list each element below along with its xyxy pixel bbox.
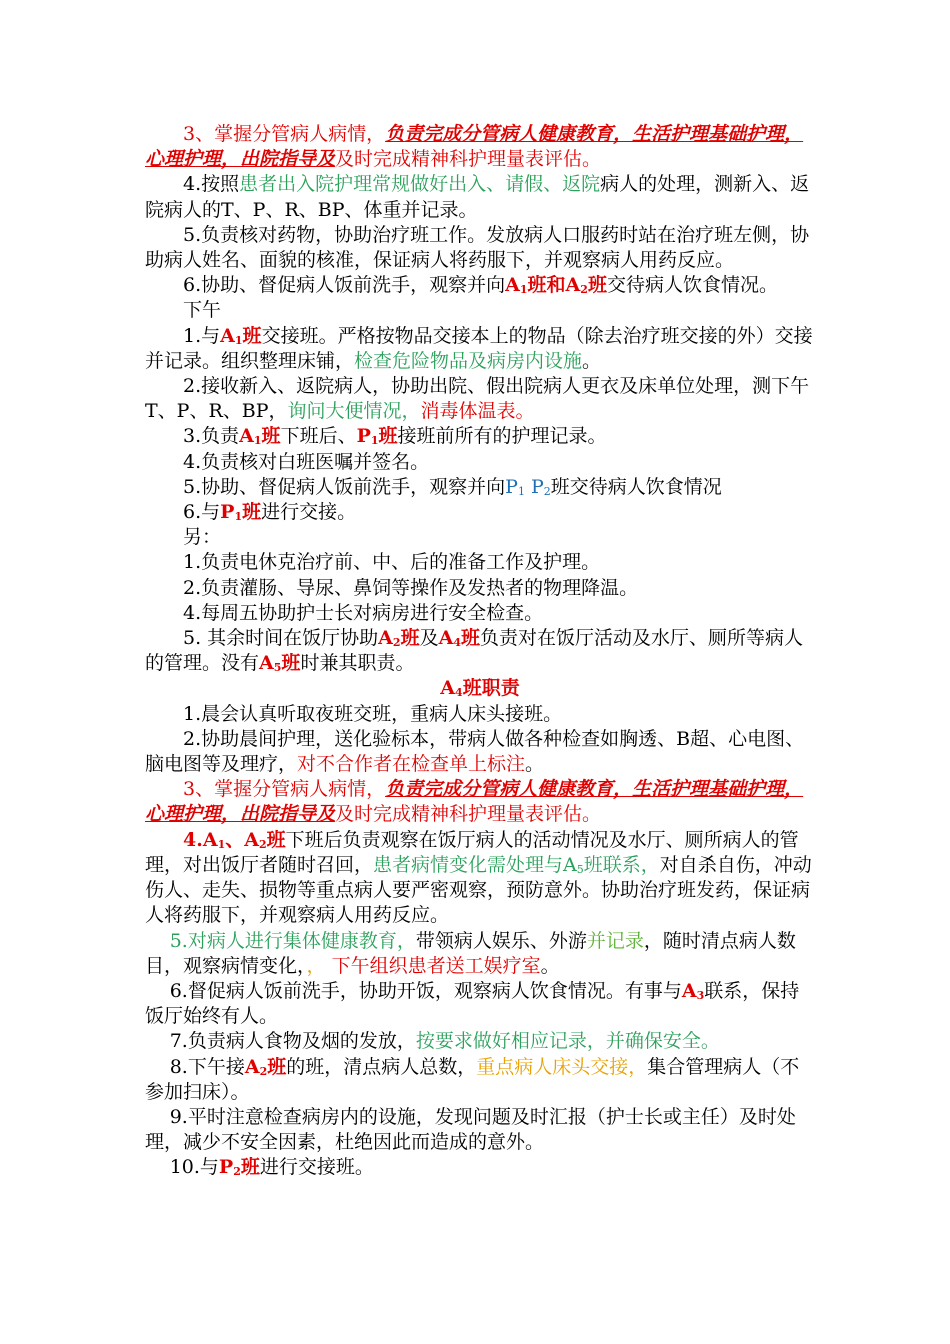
pm-6: 6.与$P_1$班进行交接。: [183, 501, 357, 524]
item-6-a1: $A_1$班和$A_2$班: [505, 274, 607, 297]
other-4: 4.每周五协助护士长对病房进行安全检查。: [183, 601, 544, 624]
item-3-rest: 及时完成精神科护理量表评估。: [335, 148, 602, 171]
item-6-text: 6.协助、督促病人饭前洗手，观察并向: [183, 274, 506, 297]
item-3-bottom: 3、掌握分管病人病情，负责完成分管病人健康教育，生活护理基础护理，心理护理，出院指导及及时完成精神科护理量表评估。: [145, 778, 804, 826]
a4-item-10: 10.与$P_2$班进行交接班。: [169, 1156, 374, 1179]
pm-5: 5.协助、督促病人饭前洗手，观察并向$P_1$ $P_2$班交待病人饮食情况: [183, 475, 722, 498]
pm-3: 3.负责$A_1$班下班后、$P_1$班接班前所有的护理记录。: [183, 425, 607, 448]
a4-duty-heading: $A_4$班职责: [440, 677, 520, 700]
item-5: 5.负责核对药物，协助治疗班工作。发放病人口服药时站在治疗班左侧，协助病人姓名、面貌的核准，保证病人将药服下，并观察病人用药反应。: [145, 223, 810, 272]
item-3-top: [145, 122, 815, 172]
other-2: 2.负责灌肠、导尿、鼻饲等操作及发热者的物理降温。: [183, 576, 639, 599]
other-5: 5. 其余时间在饭厅协助$A_2$班及$A_4$班负责对在饭厅活动及水厅、厕所等病人的管理。没有$A_5$班时兼其职责。: [145, 627, 804, 675]
a4-item-9: 9.平时注意检查病房内的设施，发现问题及时汇报（护士长或主任）及时处理，减少不安全因素，杜绝因此而造成的意外。: [145, 1105, 796, 1154]
item-4-text: 4.按照: [183, 173, 240, 196]
a4-item-1: 1.晨会认真听取夜班交班，重病人床头接班。: [183, 702, 563, 725]
afternoon-heading: 下午: [183, 299, 222, 322]
pm-2-green: 询问大便情况，: [287, 400, 421, 423]
item-4-text-2: 病人的处理，测新入、返院病人的T、P、R、BP、体重并记录。: [145, 173, 810, 221]
item-6: [145, 273, 815, 298]
pm-4: 4.负责核对白班医嘱并签名。: [183, 450, 430, 473]
a4-item-8: 8.下午接$A_2$班的班，清点病人总数，重点病人床头交接，集合管理病人（不参加扫床）。: [145, 1055, 800, 1103]
item-3-number: 3、掌握分管病人病情，: [183, 123, 386, 145]
item-4-green: 患者出入院护理常规做好出入、请假、返院: [239, 173, 601, 196]
pm-1-green: 检查危险物品及病房内设施: [354, 349, 583, 372]
a4-item-5: 5.对病人进行集体健康教育，带领病人娱乐、外游并记录，随时清点病人数目，观察病情变化，， 下午组织患者送工娱疗室。: [145, 929, 796, 977]
a4-item-2: 2.协助晨间护理，送化验标本，带病人做各种检查如胸透、B超、心电图、脑电图等及理疗，对不合作者在检查单上标注。: [145, 727, 805, 776]
other-1: 1.负责电休克治疗前、中、后的准备工作及护理。: [183, 551, 601, 574]
pm-2: 2.接收新入、返院病人，协助出院、假出院病人更衣及床单位处理，测下午T、P、R、BP，询问大便情况，消毒体温表。: [145, 375, 810, 423]
document-page: [145, 122, 815, 1181]
a4-item-7: 7.负责病人食物及烟的发放，按要求做好相应记录，并确保安全。: [169, 1030, 720, 1053]
item-6-text-2: 交待病人饮食情况。: [606, 274, 778, 297]
item-3-bold-text: 负责完成分管病人健康教育，生活护理基础护理，心理护理，出院指导及: [145, 123, 804, 171]
a4-item-2-red: 对不合作者在检查单上标注: [297, 753, 526, 776]
pm-1: 1.与$A_1$班交接班。严格按物品交接本上的物品（除去治疗班交接的外）交接并记录。组织整理床铺，检查危险物品及病房内设施。: [145, 324, 813, 372]
a4-item-4: $4.A_1$、$A_2$班下班后负责观察在饭厅病人的活动情况及水厅、厕所病人的管理，对出饭厅者随时召回，患者病情变化需处理与$A_5$班联系，对自杀自伤，冲动伤人、走失、损物等重点病人要严密观察，预防意外。协助治疗班发药，保证病人将药服下，并观察病人用药反应。: [145, 828, 812, 927]
item-4: [145, 172, 815, 222]
a4-item-6: 6.督促病人饭前洗手，协助开饭，观察病人饮食情况。有事与$A_3$联系，保持饭厅始终有人。: [145, 979, 800, 1028]
pm-2-red: 消毒体温表。: [420, 400, 535, 423]
other-heading: 另：: [183, 526, 222, 549]
